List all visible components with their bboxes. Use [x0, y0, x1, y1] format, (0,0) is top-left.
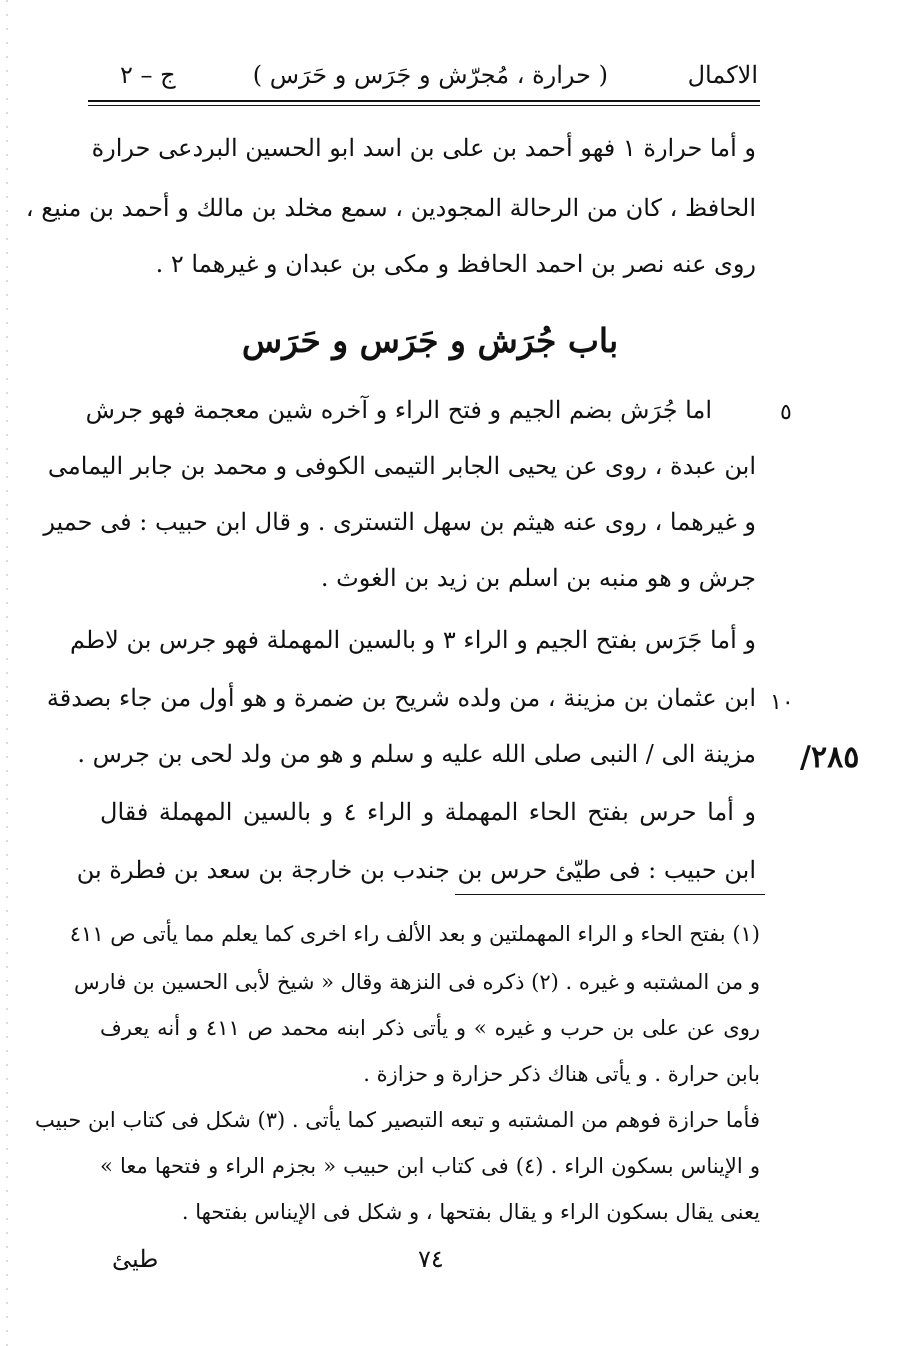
header-topic: ( حرارة ، مُجرّش و جَرَس و حَرَس ): [252, 61, 608, 89]
footnote-line: يعنى يقال بسكون الراء و يقال بفتحها ، و شكل فى الإيناس بفتحها .: [181, 1200, 760, 1224]
body-line: ابن عثمان بن مزينة ، من ولده شريح بن ضمرة و هو أول من جاء بصدقة: [46, 684, 756, 712]
footnote-line: بابن حرارة . و يأتى هناك ذكر حزارة و حزازة .: [363, 1062, 760, 1086]
footnote-line: فأما حرازة فوهم من المشتبه و تبعه التبصير كما يأتى . (٣) شكل فى كتاب ابن حبيب: [35, 1108, 760, 1132]
page-number: ٧٤: [418, 1245, 444, 1273]
footnote-line: و الإيناس بسكون الراء . (٤) فى كتاب ابن حبيب « بجزم الراء و فتحها معا »: [100, 1154, 761, 1178]
footnote-line: و من المشتبه و غيره . (٢) ذكره فى النزهة وقال « شيخ لأبى الحسين بن فارس: [74, 970, 760, 994]
original-page-reference: /٢٨٥: [800, 740, 860, 775]
header-rule-thick: [88, 100, 760, 102]
section-title: باب جُرَش و جَرَس و حَرَس: [241, 321, 619, 360]
header-rule-thin: [88, 105, 760, 106]
body-line: و أما جَرَس بفتح الجيم و الراء ٣ و بالسين المهملة فهو جرس بن لاطم: [70, 626, 756, 654]
body-line: مزينة الى / النبى صلى الله عليه و سلم و هو من ولد لحى بن جرس .: [77, 740, 756, 768]
header-book-title: الاكمال: [687, 61, 758, 89]
scan-margin-dots: [6, 0, 8, 1346]
body-line: الحافظ ، كان من الرحالة المجودين ، سمع مخلد بن مالك و أحمد بن منيع ،: [25, 194, 756, 222]
body-line: اما جُرَش بضم الجيم و فتح الراء و آخره شين معجمة فهو جرش: [85, 396, 712, 424]
body-line: و أما حرارة ١ فهو أحمد بن على بن اسد ابو الحسين البردعى حرارة: [91, 134, 756, 162]
body-line: روى عنه نصر بن احمد الحافظ و مكى بن عبدان و غيرهما ٢ .: [155, 250, 756, 278]
body-line: ابن عبدة ، روى عن يحيى الجابر التيمى الكوفى و محمد بن جابر اليمامى: [47, 452, 756, 480]
line-number-5: ٥: [780, 400, 792, 425]
running-header: [88, 58, 758, 96]
body-line: ابن حبيب : فى طيّئ حرس بن جندب بن خارجة بن سعد بن فطرة بن: [76, 856, 756, 884]
footnote-separator: [455, 894, 765, 895]
footnote-line: روى عن على بن حرب و غيره » و يأتى ذكر ابنه محمد ص ٤١١ و أنه يعرف: [100, 1016, 761, 1040]
footnote-line: (١) بفتح الحاء و الراء المهملتين و بعد الألف راء اخرى كما يعلم مما يأتى ص ٤١١: [69, 922, 760, 946]
body-line: و أما حرس بفتح الحاء المهملة و الراء ٤ و بالسين المهملة فقال: [100, 798, 756, 826]
body-line: و غيرهما ، روى عنه هيثم بن سهل التسترى . و قال ابن حبيب : فى حمير: [43, 508, 756, 536]
header-volume: ج – ٢: [120, 61, 176, 89]
line-number-10: ١٠: [770, 690, 794, 715]
catchword: طيئ: [112, 1245, 159, 1273]
body-line: جرش و هو منبه بن اسلم بن زيد بن الغوث .: [320, 564, 756, 592]
